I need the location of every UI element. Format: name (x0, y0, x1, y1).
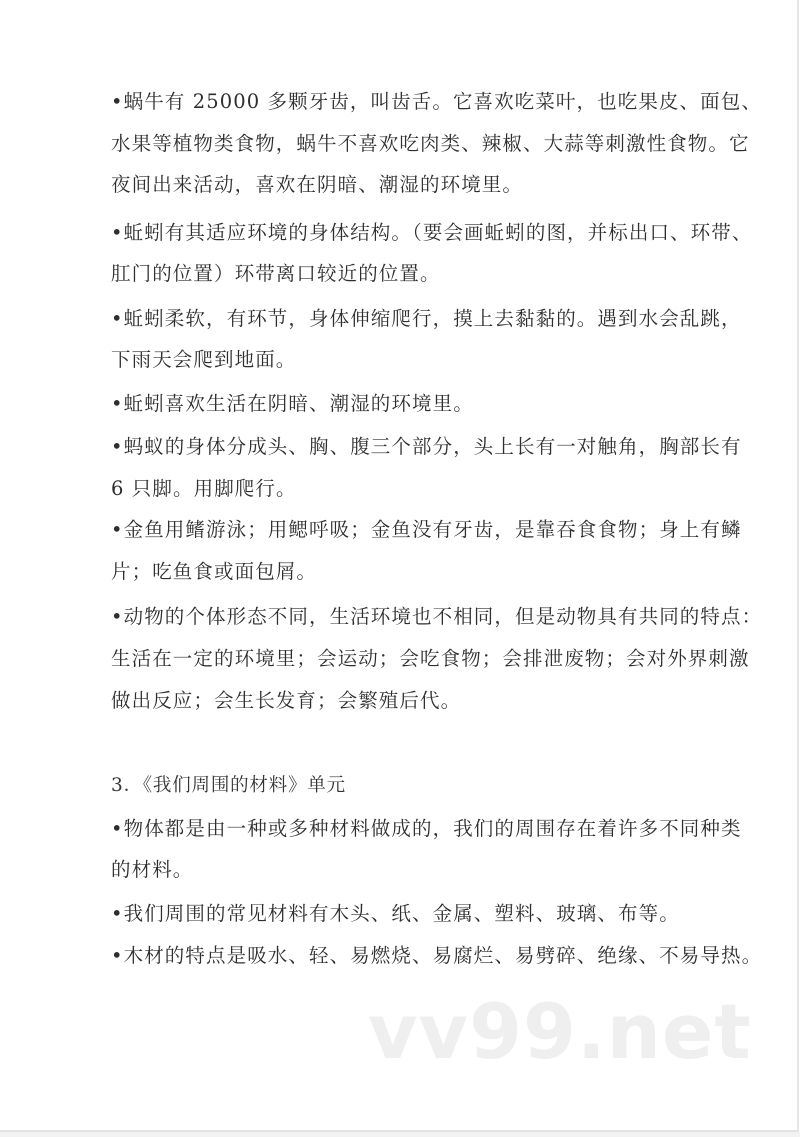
text-line: 生活在一定的环境里；会运动；会吃食物；会排泄废物；会对外界刺激 (111, 647, 750, 670)
text-line: •木材的特点是吸水、轻、易燃烧、易腐烂、易劈碎、绝缘、不易导热。 (111, 944, 763, 967)
text-line: •动物的个体形态不同，生活环境也不相同，但是动物具有共同的特点： (111, 605, 763, 628)
text-line: •金鱼用鳍游泳；用鳃呼吸；金鱼没有牙齿，是靠吞食食物；身上有鳞 (111, 518, 742, 541)
text-line: •蚂蚁的身体分成头、胸、腹三个部分，头上长有一对触角，胸部长有 (111, 435, 742, 458)
text-line: 水果等植物类食物，蜗牛不喜欢吃肉类、辣椒、大蒜等刺激性食物。它 (111, 132, 750, 155)
text-line: •物体都是由一种或多种材料做成的，我们的周围存在着许多不同种类 (111, 817, 742, 840)
text-line: •蚯蚓有其适应环境的身体结构。（要会画蚯蚓的图，并标出口、环带、 (111, 221, 753, 244)
watermark: vv99.net (368, 987, 752, 1076)
text-line: 下雨天会爬到地面。 (111, 348, 297, 371)
text-line: •蚯蚓柔软，有环节，身体伸缩爬行，摸上去黏黏的。遇到水会乱跳， (111, 307, 742, 330)
text-line: 6 只脚。用脚爬行。 (111, 477, 297, 500)
text-line: •蚯蚓喜欢生活在阴暗、潮湿的环境里。 (111, 392, 474, 415)
page-bottom-edge (0, 1132, 800, 1137)
text-line: •蜗牛有 25000 多颗牙齿，叫齿舌。它喜欢吃菜叶，也吃果皮、面包、 (111, 90, 762, 113)
text-line: •我们周围的常见材料有木头、纸、金属、塑料、玻璃、布等。 (111, 902, 680, 925)
text-line: 片；吃鱼食或面包屑。 (111, 560, 318, 583)
text-line: 夜间出来活动，喜欢在阴暗、潮湿的环境里。 (111, 173, 524, 196)
text-line: 的材料。 (111, 858, 194, 881)
text-line: 肛门的位置）环带离口较近的位置。 (111, 262, 441, 285)
text-line: 做出反应；会生长发育；会繁殖后代。 (111, 689, 462, 712)
section-heading: 3．《我们周围的材料》单元 (111, 775, 346, 796)
